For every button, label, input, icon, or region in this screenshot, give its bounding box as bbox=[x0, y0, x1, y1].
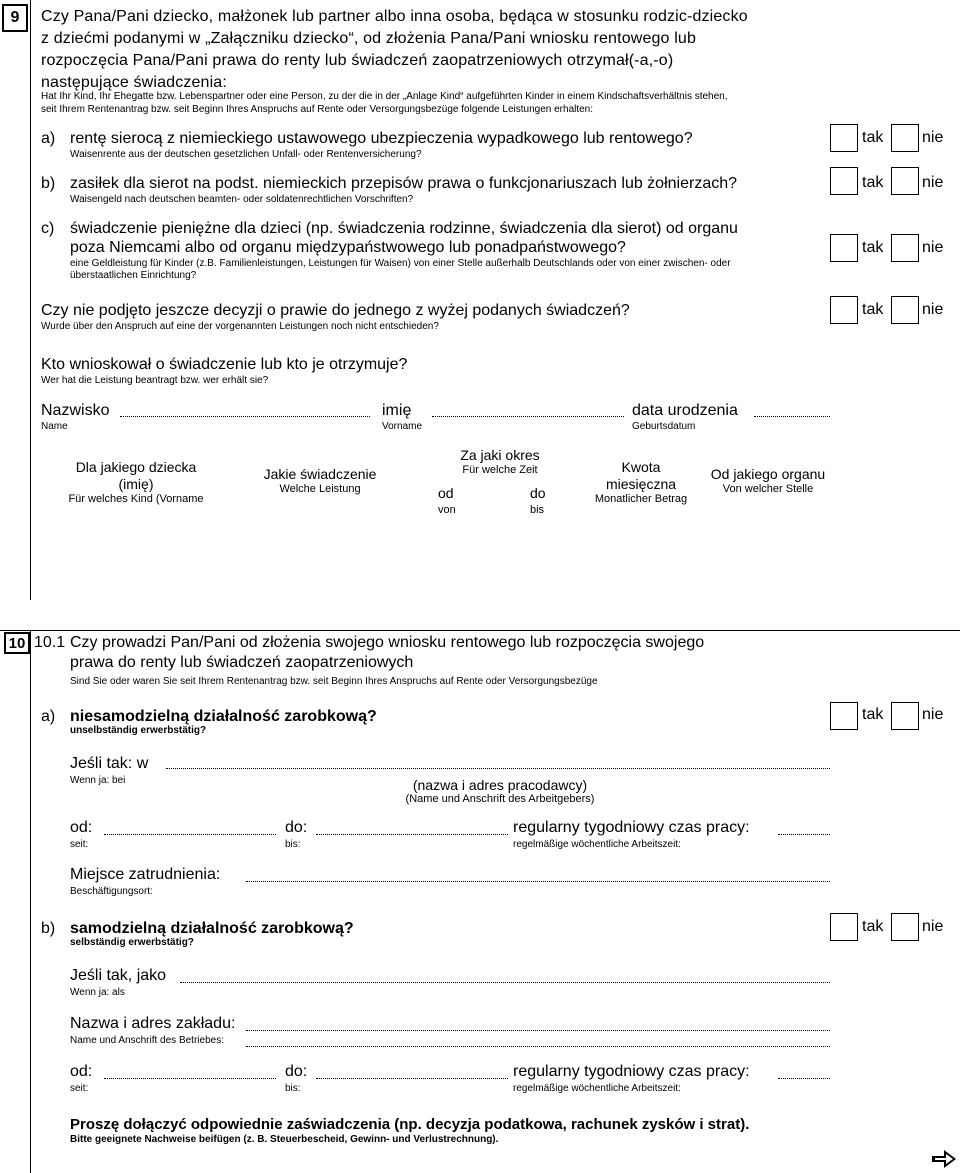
q10b-to-label-de: bis: bbox=[285, 1083, 301, 1094]
section-9-intro: Czy Pana/Pani dziecko, małżonek lub partner albo inna osoba, będąca w stosunku rodzic-dziecko z dziećmi podanymi w „Załączniku dziecko“, od złożenia Pana/Pani wniosku rentowego lub rozpoczęcia Pana/Pani prawa do renty lub świadczeń zaopatrzeniowych otrzymał(-a,-o) następujące świadczenia: bbox=[41, 8, 748, 91]
firstname-label-de: Vorname bbox=[382, 421, 423, 432]
section-10-title-line2: prawa do renty lub świadczeń zaopatrzeniowych bbox=[70, 654, 414, 671]
q9a-text-de: Waisenrente aus der deutschen gesetzlichen Unfall- oder Rentenversicherung? bbox=[70, 149, 422, 160]
q10a-to-label-de: bis: bbox=[285, 839, 301, 850]
q10b-to-field[interactable] bbox=[316, 1078, 508, 1079]
q9b-no-checkbox[interactable] bbox=[891, 167, 919, 195]
section-10-number: 10 bbox=[4, 632, 30, 654]
q10a-from-label-de: seit: bbox=[70, 839, 89, 850]
q10a-place-label-de: Beschäftigungsort: bbox=[70, 886, 153, 897]
q9c-yes-checkbox[interactable] bbox=[830, 234, 858, 262]
section-10-title-de: Sind Sie oder waren Sie seit Ihrem Rentenantrag bzw. seit Beginn Ihres Anspruchs auf Rente oder Versorgungsbezüge bbox=[70, 676, 598, 687]
footer-note-de: Bitte geeignete Nachweise beifügen (z. B. Steuerbescheid, Gewinn- und Verlustrechnung). bbox=[70, 1134, 499, 1145]
q10a-no-checkbox[interactable] bbox=[891, 702, 919, 730]
employer-caption-de: (Name und Anschrift des Arbeitgebers) bbox=[405, 793, 595, 805]
q10a-hours-field[interactable] bbox=[778, 834, 830, 835]
q9b-letter: b) bbox=[41, 175, 56, 192]
q9c-no-checkbox[interactable] bbox=[891, 234, 919, 262]
q10a-no-label: nie bbox=[922, 706, 944, 723]
q10a-yes-label: tak bbox=[862, 706, 884, 723]
q10a-if-yes: Jeśli tak: w bbox=[70, 755, 149, 772]
table-col-period: Za jaki okres Für welche Zeit bbox=[460, 447, 540, 476]
q10b-hours-label-de: regelmäßige wöchentliche Arbeitszeit: bbox=[513, 1083, 681, 1094]
footer-note: Proszę dołączyć odpowiednie zaświadczenia (np. decyzja podatkowa, rachunek zysków i strat). bbox=[70, 1116, 750, 1133]
section-9-number: 9 bbox=[2, 4, 28, 32]
section-9-left-border bbox=[30, 0, 31, 600]
q9a-letter: a) bbox=[41, 130, 56, 147]
q9-who-text: Kto wnioskował o świadczenie lub kto je otrzymuje? bbox=[41, 356, 408, 373]
q10b-yes-checkbox[interactable] bbox=[830, 913, 858, 941]
q9d-text: Czy nie podjęto jeszcze decyzji o prawie do jednego z wyżej podanych świadczeń? bbox=[41, 302, 630, 319]
table-col-amount: Kwota miesięczna Monatlicher Betrag bbox=[594, 459, 688, 505]
surname-label-de: Name bbox=[41, 421, 68, 432]
surname-label: Nazwisko bbox=[41, 402, 110, 419]
q10b-company-field-2[interactable] bbox=[246, 1046, 830, 1047]
q10a-from-label: od: bbox=[70, 819, 93, 836]
q9a-yes-checkbox[interactable] bbox=[830, 124, 858, 152]
q9b-text-de: Waisengeld nach deutschen beamten- oder soldatenrechtlichen Vorschriften? bbox=[70, 194, 414, 205]
q10a-text: niesamodzielną działalność zarobkową? bbox=[70, 708, 377, 725]
q10b-from-label-de: seit: bbox=[70, 1083, 89, 1094]
q10b-to-label: do: bbox=[285, 1063, 308, 1080]
q9d-yes-checkbox[interactable] bbox=[830, 296, 858, 324]
q10b-letter: b) bbox=[41, 920, 56, 937]
q10b-company-field[interactable] bbox=[246, 1030, 830, 1031]
q9c-text-line1: świadczenie pieniężne dla dzieci (np. świadczenia rodzinne, świadczenia dla sierot) od organu bbox=[70, 220, 738, 237]
section-10-sub-number: 10.1 bbox=[34, 634, 66, 651]
section-9-intro-de: Hat Ihr Kind, Ihr Ehegatte bzw. Lebenspartner oder eine Person, zu der die in der „Anlage Kind“ aufgeführten Kinder in einem Kindschaftsverhältnis stehen, seit Ihrem Rentenantrag bzw. seit Beginn Ihres Anspruchs auf Rente oder Versorgungsbezüge folgende Leistungen erhalten: bbox=[41, 91, 728, 115]
q10b-if-yes: Jeśli tak, jako bbox=[70, 967, 167, 984]
q10b-hours-label: regularny tygodniowy czas pracy: bbox=[513, 1063, 750, 1080]
q10a-place-field[interactable] bbox=[246, 881, 830, 882]
q9a-text: rentę sierocą z niemieckiego ustawowego ubezpieczenia wypadkowego lub rentowego? bbox=[70, 130, 693, 147]
q9c-text-de-line2: überstaatlichen Einrichtung? bbox=[70, 270, 197, 281]
q9c-no-label: nie bbox=[922, 239, 944, 256]
q10b-from-field[interactable] bbox=[104, 1078, 276, 1079]
q9d-no-label: nie bbox=[922, 301, 944, 318]
q10b-yes-label: tak bbox=[862, 918, 884, 935]
q10b-company-label-de: Name und Anschrift des Betriebes: bbox=[70, 1035, 224, 1046]
firstname-label: imię bbox=[382, 402, 412, 419]
q10b-from-label: od: bbox=[70, 1063, 93, 1080]
q9b-yes-checkbox[interactable] bbox=[830, 167, 858, 195]
q9c-yes-label: tak bbox=[862, 239, 884, 256]
table-col-period-from: od von bbox=[438, 485, 456, 516]
q10b-text: samodzielną działalność zarobkową? bbox=[70, 920, 354, 937]
q10a-letter: a) bbox=[41, 708, 56, 725]
q10b-company-label: Nazwa i adres zakładu: bbox=[70, 1015, 236, 1032]
q10a-hours-label: regularny tygodniowy czas pracy: bbox=[513, 819, 750, 836]
section-10-title-line1: Czy prowadzi Pan/Pani od złożenia swojego wniosku rentowego lub rozpoczęcia swojego bbox=[70, 634, 705, 651]
q10b-occupation-field[interactable] bbox=[180, 982, 830, 983]
employer-field[interactable] bbox=[166, 768, 830, 769]
q10b-text-de: selbständig erwerbstätig? bbox=[70, 937, 194, 948]
table-col-period-to: do bis bbox=[530, 485, 546, 516]
q10a-if-yes-de: Wenn ja: bei bbox=[70, 775, 126, 786]
q9a-yes-label: tak bbox=[862, 129, 884, 146]
q10b-no-checkbox[interactable] bbox=[891, 913, 919, 941]
q10a-from-field[interactable] bbox=[104, 834, 276, 835]
employer-caption: (nazwa i adres pracodawcy) bbox=[412, 777, 588, 793]
q9c-text-de-line1: eine Geldleistung für Kinder (z.B. Familienleistungen, Leistungen für Waisen) von einer Stelle außerhalb Deutschlands oder von einer zwischen- oder bbox=[70, 258, 731, 269]
surname-field[interactable] bbox=[120, 416, 370, 417]
q10a-to-label: do: bbox=[285, 819, 308, 836]
q10a-place-label: Miejsce zatrudnienia: bbox=[70, 866, 221, 883]
q9c-text-line2: poza Niemcami albo od organu międzypaństwowego lub ponadpaństwowego? bbox=[70, 239, 626, 256]
q9d-no-checkbox[interactable] bbox=[891, 296, 919, 324]
q9b-text: zasiłek dla sierot na podst. niemieckich przepisów prawa o funkcjonariuszach lub żołnierzach? bbox=[70, 175, 738, 192]
q10b-if-yes-de: Wenn ja: als bbox=[70, 987, 125, 998]
q9b-yes-label: tak bbox=[862, 174, 884, 191]
q10a-text-de: unselbständig erwerbstätig? bbox=[70, 725, 207, 736]
section-10-top-border bbox=[0, 630, 960, 631]
q9a-no-label: nie bbox=[922, 129, 944, 146]
table-col-benefit: Jakie świadczenie Welche Leistung bbox=[263, 466, 377, 495]
q9a-no-checkbox[interactable] bbox=[891, 124, 919, 152]
q10a-yes-checkbox[interactable] bbox=[830, 702, 858, 730]
dob-label-de: Geburtsdatum bbox=[632, 421, 696, 432]
q9b-no-label: nie bbox=[922, 174, 944, 191]
table-col-child: Dla jakiego dziecka (imię) Für welches Kind (Vorname bbox=[68, 459, 204, 505]
q10b-no-label: nie bbox=[922, 918, 944, 935]
q9d-yes-label: tak bbox=[862, 301, 884, 318]
q9d-text-de: Wurde über den Anspruch auf eine der vorgenannten Leistungen noch nicht entschieden? bbox=[41, 321, 439, 332]
q10a-hours-label-de: regelmäßige wöchentliche Arbeitszeit: bbox=[513, 839, 681, 850]
q9c-letter: c) bbox=[41, 220, 55, 237]
firstname-field[interactable] bbox=[432, 416, 624, 417]
section-10-left-border bbox=[30, 630, 31, 1173]
next-page-arrow-icon bbox=[930, 1148, 958, 1170]
dob-label: data urodzenia bbox=[632, 402, 738, 419]
dob-field[interactable] bbox=[754, 416, 830, 417]
table-col-authority: Od jakiego organu Von welcher Stelle bbox=[710, 466, 826, 495]
q10b-hours-field[interactable] bbox=[778, 1078, 830, 1079]
q9-who-text-de: Wer hat die Leistung beantragt bzw. wer erhält sie? bbox=[41, 375, 269, 386]
q10a-to-field[interactable] bbox=[316, 834, 508, 835]
